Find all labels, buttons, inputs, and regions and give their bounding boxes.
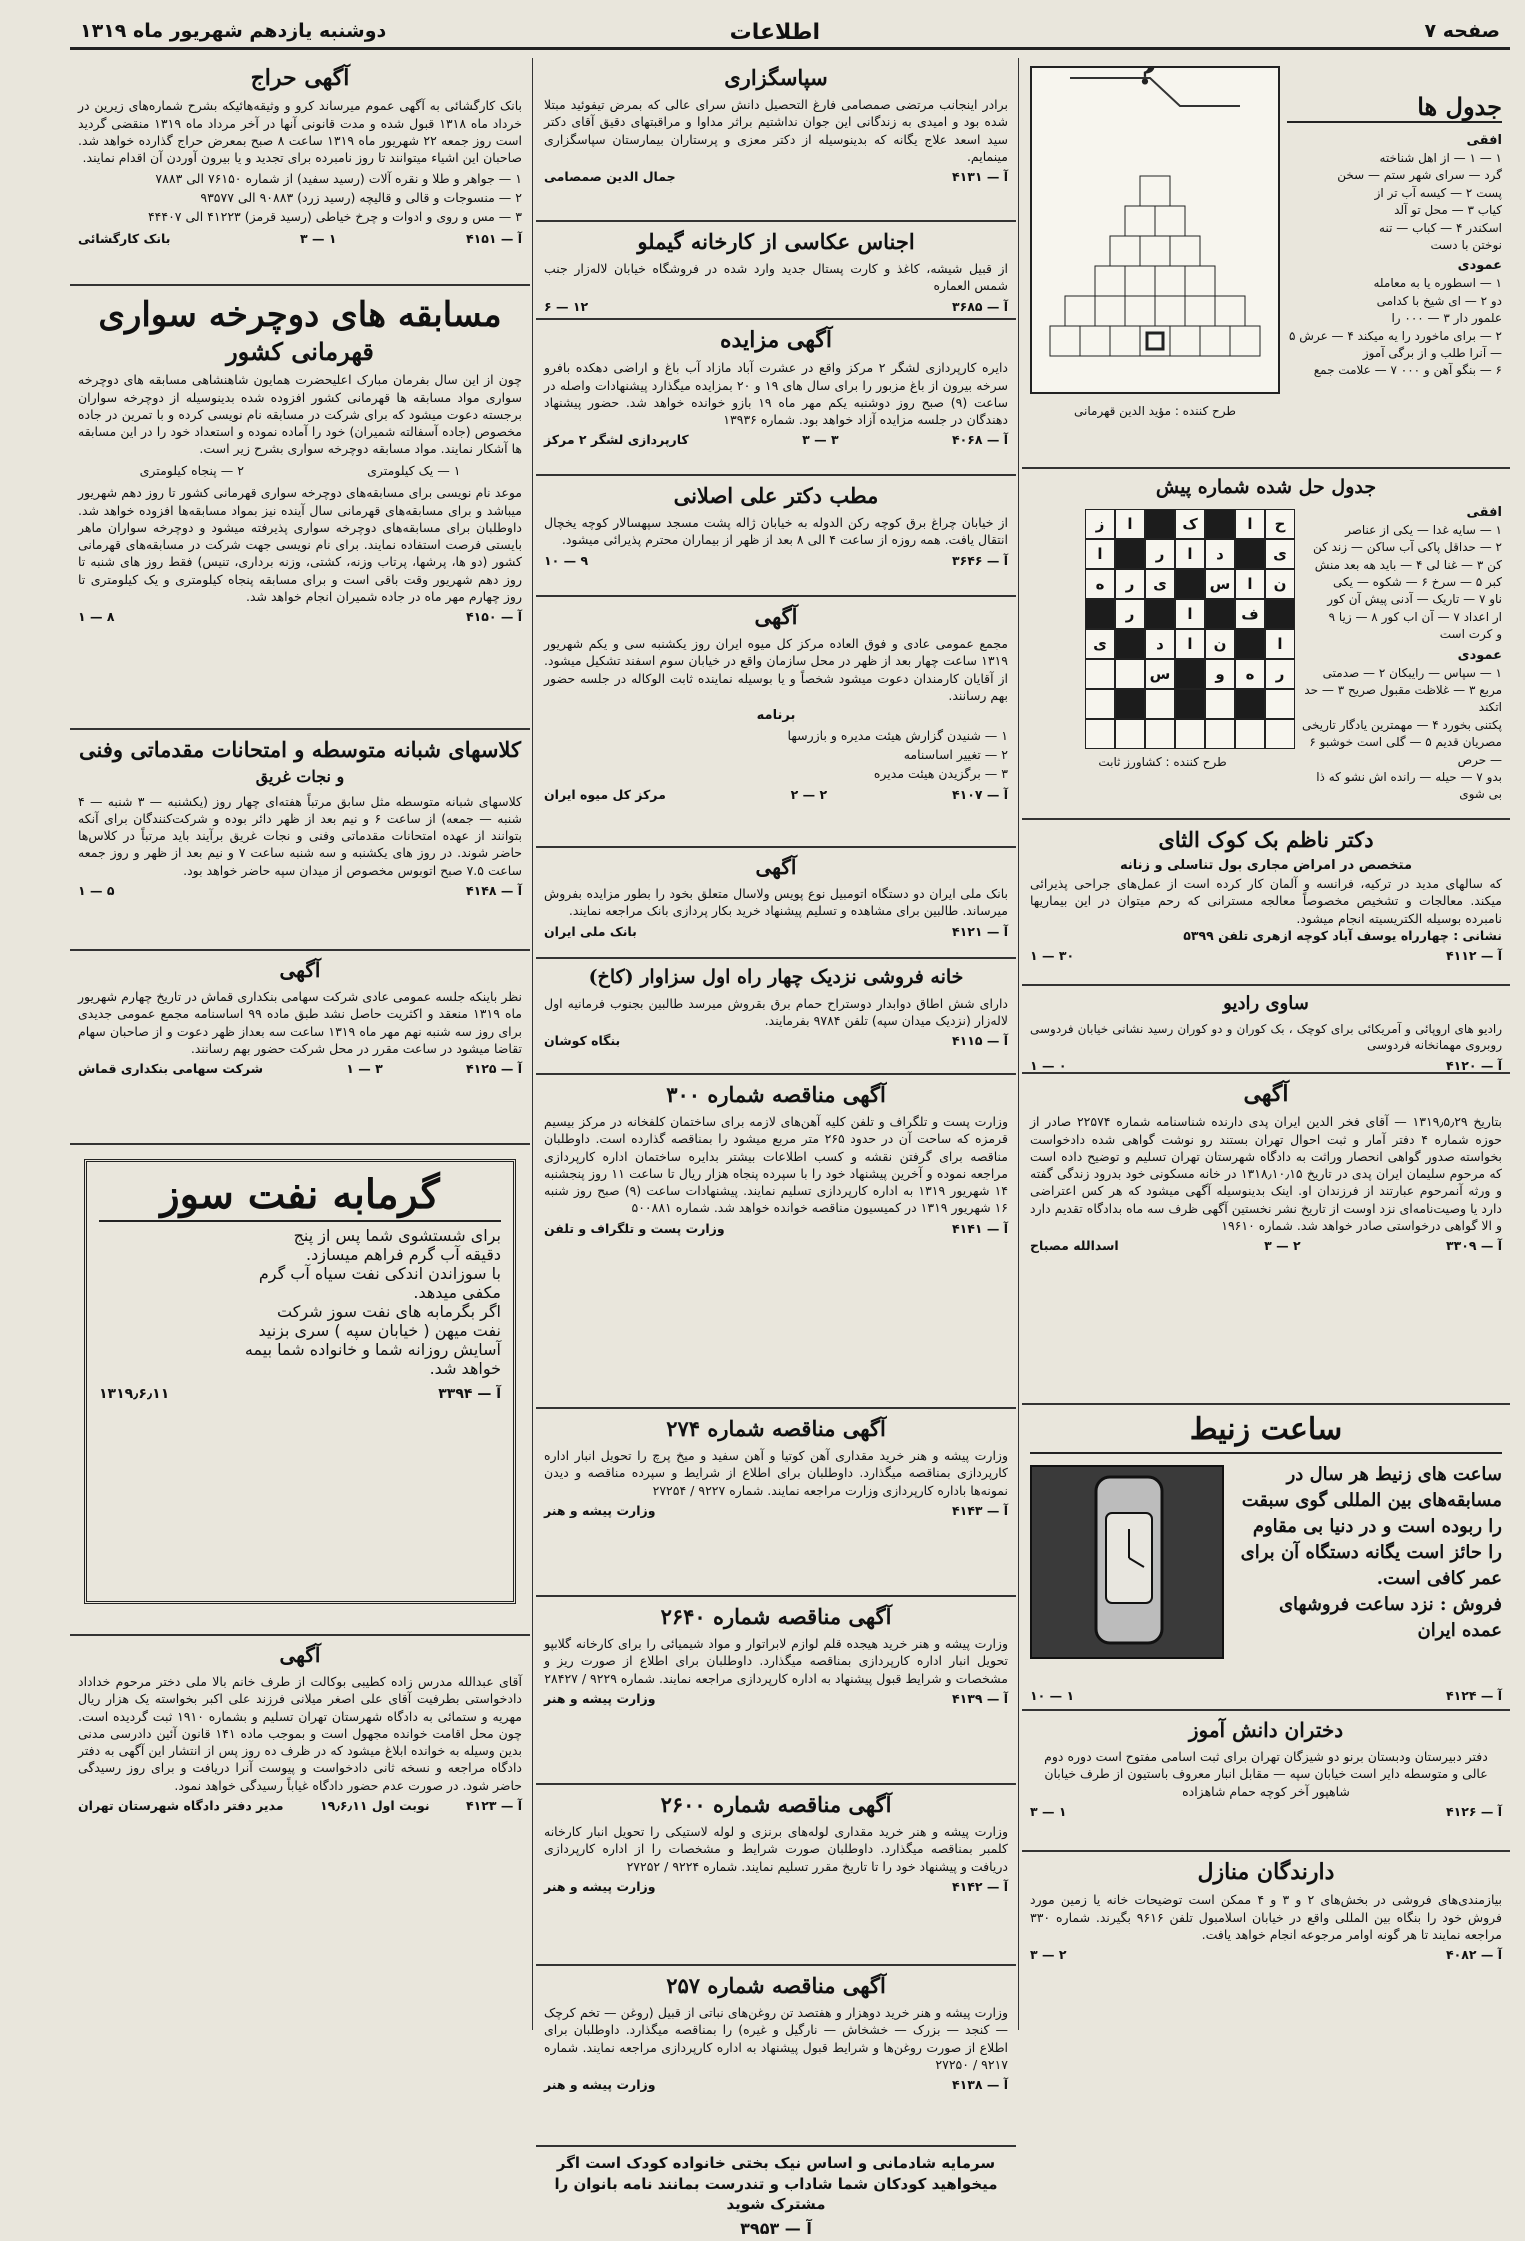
clue-down: ۱ — سپاس — رایبکان ۲ — صدمتی: [1322, 665, 1502, 680]
auction-body: بانک کارگشائی به آگهی عموم میرساند کرو و وثیقه‌هائیکه بشرح شماره‌های زیرین در خرداد ماه ۱۳۱۸ قبول شده و مدت قانونی آنها در آخر مرداد ماه ۱۳۱۹ منقضی گردید است روز جمعه ۲۲ شهریور ماه ۱۳۱۹ ساعت ۸ صبح بمعرض حراج گذارده خواهد شد. صاحبان این اشیاء میتوانند تا روز نامبرده برای تجدید و یا بیرون آوردن آن اقدام نمایند.: [78, 98, 523, 166]
tender257-body: وزارت پیشه و هنر خرید دوهزار و هفتصد تن روغن‌های نباتی از قبیل (روغن — تخم کرچک — کنجد — بزرک — خشخاش — نارگیل و غیره) را بمناقصه میگذارد. داوطلبان برای اطلاع از صورت روغن‌ها و شرایط قبول پیشنهاد به اداره کارپردازی مراجعه نمایند. شماره ۹۲۱۷ / ۲۷۲۵۰: [544, 2005, 1008, 2072]
tender2600-title: آگهی مناقصه شماره ۲۶۰۰: [660, 1792, 892, 1817]
thanks-body: برادر اینجانب مرتضی صمصامی فارغ التحصیل دانش سرای عالی که بمرض تیفوئید مبتلا شده بود و امیدی به زندگانی این جوان نداشتیم براثر مداوا و مراقبتهای دقیق آقای دکتر سید اسعد علاج یگانه که بدینوسیله از دکتر معزی و پرستاران بیمارستان سپاسگزاری مینمایم.: [544, 97, 1008, 164]
clinic-ref: آ — ۳۶۴۶: [951, 552, 1008, 568]
girls-title: دختران دانش آموز: [1188, 1718, 1344, 1742]
photo-ref: آ — ۳۶۸۵: [951, 298, 1008, 314]
race-title: مسابقه های دوچرخه سواری: [98, 295, 502, 335]
tender-2600: [536, 1785, 1016, 1966]
girls-school-ad: [1022, 1711, 1510, 1852]
shareholders-notice: [70, 951, 530, 1145]
doctor-ad: [1022, 820, 1510, 986]
puzzle-author: طرح کننده : مؤید الدین قهرمانی: [1074, 404, 1236, 418]
clue-across: ۲ — حداقل پاکی آب ساکن — زند کن: [1312, 540, 1502, 555]
black-cell: [1205, 599, 1235, 629]
fruit-title: آگهی: [754, 604, 798, 629]
clue-across: ۱ — ۱ — از اهل شناخته: [1379, 151, 1502, 165]
tender257-title: آگهی مناقصه شماره ۲۵۷: [666, 1973, 886, 1998]
program-item: ۱ — شنیدن گزارش هیئت مدیره و بازرسها: [787, 728, 1008, 744]
classes-title: کلاسهای شبانه متوسطه و امتحانات مقدماتی وفنی: [79, 737, 521, 762]
letter-cell: ح: [1265, 509, 1295, 539]
notice1-body: نظر باینکه جلسه عمومی عادی شرکت سهامی بنکداری قماش در تاریخ چهارم شهریور ماه ۱۳۱۹ منعقد و اکثریت حاصل نشد طبق ماده ۹۹ اساسنامه مجمع عمومی جدیدی برای روز سه شنبه نهم مهر ماه ۱۳۱۹ ساعت سه بعداز ظهر دعوت و از صاحبان سهام تقاضا میشود در ساعت مقرر در محل شرکت حضور بهم رسانند.: [78, 989, 523, 1056]
tender300-title: آگهی مناقصه شماره ۳۰۰: [666, 1082, 886, 1107]
letter-cell: ی: [1145, 569, 1175, 599]
race-item: ۲ — پنجاه کیلومتری: [139, 462, 244, 478]
clue-down: مربع ۳ — غلاظت مقبول صریح ۳ — حد اتکند: [1304, 682, 1502, 715]
clue-down: ۲ — برای ماخورد را یه میکند ۴ — عرش ۵ — آنرا طلب و از برگی آموز: [1289, 328, 1502, 360]
solved-down-label: عمودی: [1457, 647, 1502, 663]
tender274-title: آگهی مناقصه شماره ۲۷۴: [666, 1416, 886, 1441]
tender274-ref: آ — ۴۱۴۳: [951, 1502, 1008, 1518]
race-run: ۸ — ۱: [78, 609, 115, 625]
paper-name: اطلاعات: [729, 20, 820, 45]
solved-across-label: افقی: [1466, 504, 1502, 520]
left-column: [70, 58, 530, 2030]
auction-item: ۲ — منسوجات و قالی و قالیچه (رسید زرد) ۹۰۸۸۳ الی ۹۳۵۷۷: [200, 190, 522, 206]
letter-cell: [1205, 689, 1235, 719]
auction-run: ۱ — ۳: [299, 230, 337, 246]
bath-line: اگر بگرمابه های نفت سوز شرکت: [277, 1302, 501, 1321]
legal-sign: اسدالله مصباح: [1030, 1238, 1119, 1254]
house-body: دارای شش اطاق دوابدار دوستراح حمام برق بقروش میرسد طالبین بجنوب فرمانیه اول لاله‌زار (نزدیک میدان سپه) تلفن ۹۷۸۴ بفرمایند.: [544, 995, 1008, 1029]
letter-cell: ی: [1085, 629, 1115, 659]
classes-run: ۵ — ۱: [78, 882, 115, 898]
classes-subtitle: و نجات غریق: [255, 767, 345, 787]
bath-line: با سوزاندن اندکی نفت سیاه آب گرم: [258, 1264, 501, 1283]
tender2640-sign: وزارت پیشه و هنر: [544, 1690, 656, 1706]
letter-cell: ر: [1115, 599, 1145, 629]
homes-ref: آ — ۴۰۸۲: [1445, 1947, 1502, 1963]
pawn-auction-notice: [70, 58, 530, 286]
race-items: [78, 462, 522, 481]
doctor-body: که سالهای مدید در ترکیه، فرانسه و آلمان کار کرده است از عمل‌های جراحی پذیرائی میکند. معالجات و تشخیص مخصوصاً معالجه مسترانی که رحم میتوان در این بیماریها نامبرده بوسیله الکتریسیته انجام میشود.: [1030, 876, 1502, 926]
race-ref: آ — ۴۱۵۰: [465, 609, 522, 625]
bath-line: برای شستشوی شما پس از پنج: [293, 1226, 501, 1245]
evening-classes-notice: [70, 730, 530, 951]
notice2-sign: مدیر دفتر دادگاه شهرستان تهران: [78, 1797, 284, 1813]
doctor-run: ۳۰ — ۱: [1030, 948, 1075, 964]
tender257-ref: آ — ۴۱۳۸: [951, 2077, 1008, 2093]
doctor-title: دکتر ناظم بک کوک الثای: [1158, 827, 1374, 852]
bath-line: خواهد شد.: [429, 1359, 501, 1378]
thanks-ref: آ — ۴۱۳۱: [951, 169, 1008, 185]
fruit-body: مجمع عمومی عادی و فوق العاده مرکز کل میوه ایران روز یکشنبه سی و یکم شهریور ۱۳۱۹ ساعت چهار بعد از ظهر در محل سازمان واقع در خیابان سوم اسفند تشکیل میشود. از آقایان کارمندان دعوت میشود شخصاً و یا بوسیله نماینده ثابت الوکاله در جلسه حضور بهم رسانند.: [544, 636, 1008, 703]
bath-line: آسایش روزانه شما و خانواده شما بیمه: [244, 1340, 501, 1359]
auction-item: ۱ — جواهر و طلا و نقره آلات (رسید سفید) از شماره ۷۶۱۵۰ الی ۷۸۸۳: [155, 171, 522, 187]
bank-ref: آ — ۴۱۲۱: [951, 923, 1008, 939]
letter-cell: [1205, 719, 1235, 749]
court-notice: [70, 1634, 530, 2100]
thanks-notice: [536, 58, 1016, 222]
letter-cell: ه: [1235, 659, 1265, 689]
race-subtitle: قهرمانی کشور: [226, 336, 374, 366]
homes-run: ۲ — ۳: [1030, 1947, 1067, 1963]
bank-sign: بانک ملی ایران: [544, 923, 637, 939]
thanks-sign: جمال الدین صمصامی: [544, 169, 676, 185]
letter-cell: و: [1205, 659, 1235, 689]
house-ref: آ — ۴۱۱۵: [951, 1033, 1008, 1049]
crossword-puzzle: [1022, 58, 1510, 469]
black-cell: [1175, 569, 1205, 599]
clue-across: ناو ۷ — تاریک — آدنی پیش آن کور: [1327, 592, 1502, 607]
letter-cell: [1175, 719, 1205, 749]
oil-bath-ad: [70, 1145, 530, 1634]
radio-ref: آ — ۴۱۲۰: [1445, 1057, 1502, 1073]
letter-cell: ر: [1145, 539, 1175, 569]
notice1-sign: شرکت سهامی بنکداری قماش: [78, 1061, 263, 1076]
watch-line: عمده ایران: [1417, 1620, 1502, 1642]
auction-items: [78, 170, 522, 226]
letter-cell: ا: [1085, 539, 1115, 569]
kids-body: سرمایه شادمانی و اساس نیک بختی خانواده کودک است اگر میخواهید کودکان شما شاداب و تندرست بمانند نامه بانوان را مشترک شوید: [554, 2154, 998, 2214]
notice2-body: آقای عبدالله مدرس زاده کطیبی بوکالت از طرف خانم بالا ملی دختر مرحوم خداداد دادخواستی بطرفیت آقای علی اصغر میلانی فرزند علی اکبر بخواسته یک هزار ریال مهریه و ستمائی به دادگاه شهرستان تهران تسلیم و بشماره ۱۹۱۰ ثبت گردیده است. چون محل اقامت خوانده مجهول است و بموجب ماده ۱۴۱ قانون آئین دادرسی مدنی بدین وسیله به خوانده ابلاغ میشود که در ظرف ده روز پس از انتشار این آگهی به دفتر دادگاه مراجعه و نسخه ثانی دادخواست و پیوست آنرا دریافت و برای روز رسیدگی حاضر شود. در صورت عدم حضور دادگاه غیاباً رسیدگی خواهد نمود.: [78, 1674, 522, 1793]
tender2600-ref: آ — ۴۱۴۲: [951, 1878, 1008, 1894]
black-cell: [1145, 509, 1175, 539]
letter-cell: ر: [1265, 659, 1295, 689]
notice1-title: آگهی: [279, 958, 321, 982]
fruit-run: ۲ — ۲: [790, 787, 828, 803]
clue-across: ۱ — سایه غدا — یکی از عناصر: [1345, 522, 1502, 537]
notice2-date: نوبت اول ۱۹٫۶٫۱۱: [319, 1797, 430, 1813]
fruit-assembly-notice: [536, 597, 1016, 848]
house-sign: بنگاه کوشان: [544, 1033, 621, 1049]
legal-notice: [1022, 1074, 1510, 1405]
letter-cell: ا: [1175, 629, 1205, 659]
letter-cell: ا: [1115, 509, 1145, 539]
bank-title: آگهی: [755, 855, 797, 879]
radio-run: ۰ — ۱: [1030, 1057, 1067, 1073]
tender-2640: [536, 1597, 1016, 1785]
bank-body: بانک ملی ایران دو دستگاه اتومبیل نوع پویس ولاسال متعلق بخود را بطور مزایده بفروش میرساند. طالبین برای مشاهده و تسلیم پیشنهاد خرید بکار پردازی بانک مراجعه نمایند.: [544, 886, 1008, 919]
tender2600-sign: وزارت پیشه و هنر: [544, 1878, 656, 1894]
page-number: صفحه ۷: [1424, 20, 1500, 42]
letter-cell: ر: [1115, 569, 1145, 599]
black-cell: [1235, 689, 1265, 719]
legal-run: ۲ — ۳: [1264, 1238, 1301, 1254]
watch-run: ۱ — ۱۰: [1030, 1688, 1075, 1703]
solved-down-clues: [1297, 665, 1502, 804]
svg-text:?: ?: [1136, 66, 1156, 93]
solved-across-clues: [1297, 522, 1502, 644]
clinic-ad: [536, 476, 1016, 597]
letter-cell: ف: [1235, 599, 1265, 629]
letter-cell: [1145, 689, 1175, 719]
radio-body: رادیو های اروپائی و آمریکائی برای کوچک ، بک کوران و دو کوران رسید نشانی خیابان فردوسی روبروی مهمانخانه فردوسی: [1030, 1021, 1502, 1053]
fruit-ref: آ — ۴۱۰۷: [951, 787, 1008, 803]
clue-down: دو ۲ — ای شیخ با کدامی: [1376, 293, 1502, 308]
puzzle-down-clues: [1287, 275, 1502, 379]
letter-cell: ک: [1175, 509, 1205, 539]
tender-274: [536, 1409, 1016, 1597]
auction-sign: بانک کارگشائی: [78, 230, 171, 246]
doctor-subtitle: متخصص در امراض مجاری بول تناسلی و زنانه: [1119, 858, 1413, 874]
crossword-grid: [1030, 66, 1280, 396]
letter-cell: ا: [1175, 599, 1205, 629]
girls-ref: آ — ۴۱۲۶: [1445, 1803, 1502, 1819]
bath-line: نفت میهن ( خیابان سپه ) سری بزنید: [258, 1321, 501, 1340]
watch-line: را ربوده است و در دنیا بی مقاوم: [1252, 1515, 1502, 1537]
photo-body: از قبیل شیشه، کاغذ و کارت پستال جدید وارد شده در فروشگاه خیابان لاله‌زار جنب شمس العماره: [544, 261, 1008, 294]
puzzle-title: جدول ها: [1287, 92, 1502, 123]
clinic-run: ۹ — ۱۰: [544, 552, 589, 568]
fruit-program: [544, 727, 1008, 783]
letter-cell: [1265, 689, 1295, 719]
homes-body: بیازمندی‌های فروشی در بخش‌های ۲ و ۳ و ۴ ممکن است توضیحات خانه یا زمین مورد فروش خود را بنگاه بین المللی واقع در خیابان اسلامبول تلفن ۹۶۱۶ بگیرند. شماره ۳۳۰ مراجعه نمایند تا هر گونه اوامر مرجوعه انجام خواهد یافت.: [1030, 1892, 1503, 1942]
letter-cell: س: [1145, 659, 1175, 689]
watch-title: ساعت زنیط: [1030, 1413, 1502, 1454]
clue-across: کیاب ۳ — محل تو آلد: [1394, 203, 1502, 218]
watch-line: را حائز است یگانه دستگاه آن برای: [1240, 1541, 1502, 1563]
fruit-sign: مرکز کل میوه ایران: [544, 787, 666, 803]
race-body: چون از این سال بفرمان مبارک اعلیحضرت همایون شاهنشاهی مسابقه های دوچرخه سواری مواد مسابقه ها قهرمانی کشور افزوده شده بدینوسیله از دوچرخه سواران برجسته دعوت میشود که برای شرکت در مسابقه نام نویسی کرده و با تمرین در جاده مخصوص (جاده آسفالته شمیران) خود را آماده نموده و استعداد خود را در این مسابقه ها آشکار نمایند. مواد مسابقه دوچرخه سواری بشرح زیر است.: [78, 372, 522, 457]
bath-title: گرمابه نفت سوز: [99, 1174, 501, 1222]
tender2640-title: آگهی مناقصه شماره ۲۶۴۰: [660, 1604, 892, 1629]
tender-300: [536, 1075, 1016, 1409]
black-cell: [1085, 599, 1115, 629]
bath-date: ۱۳۱۹٫۶٫۱۱: [99, 1386, 170, 1402]
puzzle-down-label: عمودی: [1457, 258, 1502, 274]
legal-body: بتاریخ ۱۳۱۹٫۵٫۲۹ — آقای فخر الدین ایران پدی دارنده شناسنامه شماره ۲۲۵۷۴ صادر از حوزه شماره ۴ دفتر آمار و ثبت احوال تهران بستند رو نوشت گواهی شده دادخواست بخواسته صدور گواهی انحصار وراثت به دادگاه شهرستان تهران تسلیم و توضیح داده است که مرحوم سلیمان ایران پدی در تاریخ ۱۳۱۸٫۱۰٫۱۵ در خانه مسکونی خود بدرود زندگی گفته و ورثه آنمرحوم عبارتند از فرزندان او. اینک بدینوسیله آگهی میشود که هر کس اعتراضی دارد یا وصیت‌نامه‌ای نزد اوست از تاریخ نشر نخستین آگهی ظرف سه ماه بدادگاه تقدیم دارد و الا گواهی درخواستی صادر خواهد شد. شماره ۱۹۶۱۰: [1030, 1114, 1503, 1233]
auction2-ref: آ — ۴۰۶۸: [951, 432, 1008, 448]
notice2-ref: آ — ۴۱۲۳: [465, 1797, 522, 1813]
bank-car-notice: [536, 848, 1016, 959]
race-item: ۱ — یک کیلومتری: [367, 462, 461, 478]
black-cell: [1205, 509, 1235, 539]
watch-line: ساعت های زنیط هر سال در: [1286, 1463, 1502, 1485]
middle-column: [536, 58, 1016, 2239]
watch-line: فروش : نزد ساعت فروشهای: [1278, 1593, 1502, 1615]
issue-date: دوشنبه یازدهم شهریور ماه ۱۳۱۹: [80, 20, 387, 42]
clue-down: ۱ — اسطوره یا به معامله: [1373, 276, 1502, 291]
photo-supplies-ad: [536, 222, 1016, 320]
notice1-run: ۳ — ۱: [346, 1061, 383, 1076]
letter-cell: ا: [1265, 629, 1295, 659]
letter-cell: د: [1145, 629, 1175, 659]
clue-across: پست ۲ — کیسه آب تر از: [1374, 185, 1502, 200]
house-title: خانه فروشی نزدیک چهار راه اول سزاوار (کاخ): [588, 966, 964, 988]
auction2-run: ۳ — ۳: [802, 432, 839, 448]
right-column: [1022, 58, 1510, 2030]
black-cell: [1265, 599, 1295, 629]
notice1-ref: آ — ۴۱۲۵: [465, 1061, 522, 1076]
tender2640-ref: آ — ۴۱۳۹: [951, 1690, 1008, 1706]
bath-text: [99, 1226, 501, 1378]
puzzle-across-label: افقی: [1466, 133, 1502, 148]
clue-across: ار اعداد ۷ — آن اب کور ۸ — زیا ۹: [1328, 609, 1502, 624]
letter-cell: د: [1205, 539, 1235, 569]
tender300-sign: وزارت پست و تلگراف و تلفن: [544, 1220, 725, 1236]
auction-title: آگهی حراج: [250, 65, 350, 91]
black-cell: [1115, 689, 1145, 719]
masthead: [70, 14, 1510, 50]
solved-puzzle-title: جدول حل شده شماره پیش: [1155, 476, 1377, 498]
clue-across: اسکندر ۴ — کباب — تنه: [1379, 220, 1502, 235]
thanks-title: سپاسگزاری: [724, 65, 828, 90]
classes-ref: آ — ۴۱۴۸: [465, 882, 522, 898]
watch-ad: [1022, 1405, 1510, 1711]
auction-item: ۳ — مس و روی و ادوات و چرخ خیاطی (رسید قرمز) ۴۱۲۲۳ الی ۴۴۴۰۷: [147, 208, 522, 224]
bath-line: مکفی میدهد.: [413, 1283, 501, 1302]
clue-down: ۶ — بنگو آهن و ۰۰۰ ۷ — علامت جمع: [1313, 363, 1502, 378]
letter-cell: س: [1205, 569, 1235, 599]
house-sale-ad: [536, 959, 1016, 1075]
watch-line: عمر کافی است.: [1376, 1567, 1502, 1589]
black-cell: [1115, 629, 1145, 659]
tender274-body: وزارت پیشه و هنر خرید مقداری آهن کوتیا و آهن سفید و میخ پرچ را تحویل انبار اداره کارپردازی بمناقصه میگذارد. داوطلبان برای اطلاع از شرایط و سپرده مناقصه و دیدن نمونه‌ها باداره کارپردازی وزارت مراجعه نمایند. شماره ۹۲۲۷ / ۲۷۲۵۴: [544, 1448, 1008, 1498]
clue-across: و کرت است: [1439, 627, 1502, 642]
tender274-sign: وزارت پیشه و هنر: [544, 1502, 656, 1518]
letter-cell: ا: [1175, 539, 1205, 569]
auction2-body: دایره کارپردازی لشگر ۲ مرکز واقع در عشرت آباد مازاد آب باغ و اراضی دهکده بافرو سرخه بیرون از باغ مزبور را برای سال های ۱۹ و ۲۰ بمزایده میگذارد پیشنهادات واصله در ساعت (۹) صبح روز دوشنبه یکم مهر ماه ۱۹ بازو خوانده خواهد شد. حضور پیشنهاد دهندگان در جلسه مزایده آزاد خواهد بود. شماره ۱۳۹۳۶: [544, 360, 1009, 428]
letter-cell: ن: [1265, 569, 1295, 599]
puzzle-across-clues: [1287, 150, 1502, 254]
fruit-program-title: برنامه: [756, 708, 796, 724]
letter-cell: ن: [1205, 629, 1235, 659]
program-item: ۲ — تغییر اساسنامه: [903, 746, 1008, 762]
women-magazine-ad: [536, 2147, 1016, 2241]
race-body2: موعد نام نویسی برای مسابقه‌های دوچرخه سواری قهرمانی کشور تا روز دهم شهریور میباشد و برای مسابقه‌های قهرمانی سال آینده نیز بمواد مسابقه‌ها افزوده خواهد شد. داوطلبان برای مسابقه‌های دوچرخه سواری پذیرفته میشود و دوچرخه سواران ماهر بایستی فرصت استفاده نمایند. برای نام نویسی جهت شرکت در مسابقه‌های قهرمانی کشور (دو ها، پرشها، پرتاب وزنه، کشتی، وزنه برداری، تنیس) فقط روز های شنبه تا روز دهم شهریور وقت باقی است و برای مسابقه پنجاه کیلومتری و یک کیلومتری تا روز چهارم مهر ماه در جاده شمیران انجام خواهد شد.: [78, 485, 522, 604]
letter-cell: ا: [1235, 569, 1265, 599]
tender2600-body: وزارت پیشه و هنر خرید مقداری لوله‌های برنزی و لوله لاستیکی را تحویل انبار کارخانه کلمبر بمناقصه میگذارد. داوطلبان صورت شرایط و مشخصات را از اداره کارپردازی دریافت و پیشنهاد خود را تا تاریخ مقرر تسلیم نمایند. شماره ۹۲۲۴ / ۲۷۲۵۲: [544, 1824, 1008, 1874]
letter-cell: [1085, 659, 1115, 689]
clue-down: پکتنی بخورد ۴ — مهمترین یادگار تاریخی: [1302, 717, 1502, 732]
auction-ref: آ — ۴۱۵۱: [465, 230, 522, 246]
tender300-ref: آ — ۴۱۴۱: [951, 1220, 1008, 1236]
auction2-sign: کارپردازی لشگر ۲ مرکز: [544, 432, 689, 448]
clue-down: بدو ۷ — حیله — رانده اش نشو که ذا: [1316, 769, 1502, 784]
watch-text: [1232, 1462, 1502, 1645]
radio-title: ساوی رادیو: [1223, 993, 1309, 1014]
black-cell: [1175, 689, 1205, 719]
solved-grid: [1030, 509, 1295, 749]
letter-cell: ه: [1085, 569, 1115, 599]
clue-across: کن ۳ — غنا لی ۴ — باید هه بعد منش: [1314, 557, 1502, 572]
letter-cell: [1235, 719, 1265, 749]
letter-cell: ی: [1265, 539, 1295, 569]
black-cell: [1235, 539, 1265, 569]
letter-cell: [1115, 719, 1145, 749]
letter-cell: [1145, 719, 1175, 749]
legal-ref: آ — ۳۳۰۹: [1445, 1238, 1502, 1254]
watch-line: مسابقه‌های بین المللی گوی سبقت: [1241, 1489, 1502, 1511]
bath-ref: آ — ۳۳۹۴: [438, 1386, 501, 1402]
black-cell: [1235, 629, 1265, 659]
letter-cell: [1085, 689, 1115, 719]
kids-ref: آ — ۳۹۵۳: [740, 2219, 812, 2239]
cycling-race-notice: [70, 286, 530, 730]
homes-title: دارندگان منازل: [1197, 1859, 1335, 1885]
bath-line: دقیقه آب گرم فراهم میسازد.: [306, 1245, 501, 1264]
clue-across: کبر ۵ — سرخ ۶ — شکوه — یکی: [1333, 575, 1502, 590]
doctor-ref: آ — ۴۱۱۲: [1445, 948, 1502, 964]
black-cell: [1175, 659, 1205, 689]
homeowners-ad: [1022, 1852, 1510, 2016]
auction-notice: [536, 320, 1016, 476]
clue-down: بی شوی: [1459, 787, 1502, 802]
tender-257: [536, 1966, 1016, 2147]
photo-run: ۱۲ — ۶: [544, 298, 589, 314]
tender300-body: وزارت پست و تلگراف و تلفن کلیه آهن‌های لازمه برای ساختمان کلفخانه در مرکز بیسیم قرمزه که ساحت آن در حدود ۲۶۵ متر مربع میشود را بمناقصه گذارده است. داوطلبان مناقصه برای گرفتن نقشه و کسب اطلاعات بیشتر بدایره ساختمان اداره کارپردازی مراجعه نموده و آخرین پیشنهاد خود را با سپرده پنجاه هزار ریال تا ساعت ۱۱ روز پنجشنبه ۱۴ شهریور ۱۳۱۹ به اداره کارپردازی تسلیم نمایند. پیشنهادات ساعت (۹) صبح روز شنبه ۱۶ شهریور ۱۳۱۹ در کمیسیون مناقصه خوانده خواهد شد. شماره ۵۰۰۸۸۱: [544, 1114, 1009, 1216]
girls-run: ۱ — ۳: [1030, 1803, 1067, 1819]
black-cell: [1115, 539, 1145, 569]
letter-cell: ا: [1235, 509, 1265, 539]
letter-cell: [1265, 719, 1295, 749]
watch-ref: آ — ۴۱۲۴: [1445, 1688, 1502, 1703]
solved-puzzle: [1022, 469, 1510, 820]
letter-cell: [1085, 719, 1115, 749]
classes-body: کلاسهای شبانه متوسطه مثل سابق مرتباً هفته‌ای چهار روز (یکشنبه — ۳ شنبه — ۴ شنبه — جمعه) از ساعت ۶ و نیم بعد از ظهر دائر بوده و شرکت‌کنندگان برای آنکه بتوانند از عهده امتحانات مقدماتی وفنی و نجات غریق برآیند باید مرتباً در کلاس‌ها حاضر شوند. در روز های یکشنبه و سه شنبه ساعت ۷ و نیم بعد از ظهر و روز جمعه ساعت ۷.۵ صبح اتوبوس مخصوص از میدان سپه حاضر خواهد بود.: [78, 793, 522, 878]
auction2-title: آگهی مزایده: [720, 327, 832, 353]
legal-title: آگهی: [1243, 1081, 1289, 1107]
clue-down: مصریان قدیم ۵ — گلی است خوشبو ۶ — حرص: [1309, 735, 1502, 767]
clue-across: نوختن با دست: [1430, 237, 1502, 252]
letter-cell: [1115, 659, 1145, 689]
program-item: ۳ — برگزیدن هیئت مدیره: [873, 765, 1008, 781]
solved-author: طرح کننده : کشاورز ثابت: [1098, 755, 1227, 769]
notice2-title: آگهی: [279, 1643, 321, 1667]
black-cell: [1145, 599, 1175, 629]
clue-across: گرد — سرای شهر ستم — سخن: [1337, 168, 1502, 183]
letter-cell: ز: [1085, 509, 1115, 539]
tender2640-body: وزارت پیشه و هنر خرید هیجده قلم لوازم لابراتوار و مواد شیمیائی را برای کارخانه گلابپو تحویل انبار اداره کارپردازی بمناقصه میگذارد. داوطلبان برای اطلاع از صورت ریز و مشخصات و شرایط قبول پیشنهاد به اداره کارپردازی مراجعه نمایند. شماره ۹۲۲۹ / ۲۸۴۲۷: [544, 1636, 1008, 1686]
clinic-title: مطب دکتر علی اصلانی: [673, 483, 879, 508]
clue-down: علمور دار ۳ — ۰۰۰ را: [1391, 311, 1502, 326]
radio-ad: [1022, 986, 1510, 1074]
tender257-sign: وزارت پیشه و هنر: [544, 2077, 656, 2093]
girls-body: دفتر دبیرستان ودبستان برنو دو شیزگان تهران برای ثبت اسامی مفتوح است دوره دوم عالی و متوسطه دایر است خیابان سپه — مقابل انبار معروف باستیون از طرف خیابان شاهپور آخر کوچه حمام شاهزاده: [1044, 1749, 1488, 1799]
clinic-body: از خیابان چراغ برق کوچه رکن الدوله به خیابان ژاله پشت مسجد سپهسالار کوچه یخچال انتقال یافت. همه روزه از ساعت ۴ الی ۸ بعد از ظهر از بیماران محترم پذیرائی میشود.: [544, 515, 1008, 548]
doctor-address: نشانی : چهارراه یوسف آباد کوچه ازهری تلفن ۵۳۹۹: [1183, 927, 1502, 943]
photo-title: اجناس عکاسی از کارخانه گیملو: [637, 229, 915, 254]
watch-image: [1030, 1465, 1224, 1659]
